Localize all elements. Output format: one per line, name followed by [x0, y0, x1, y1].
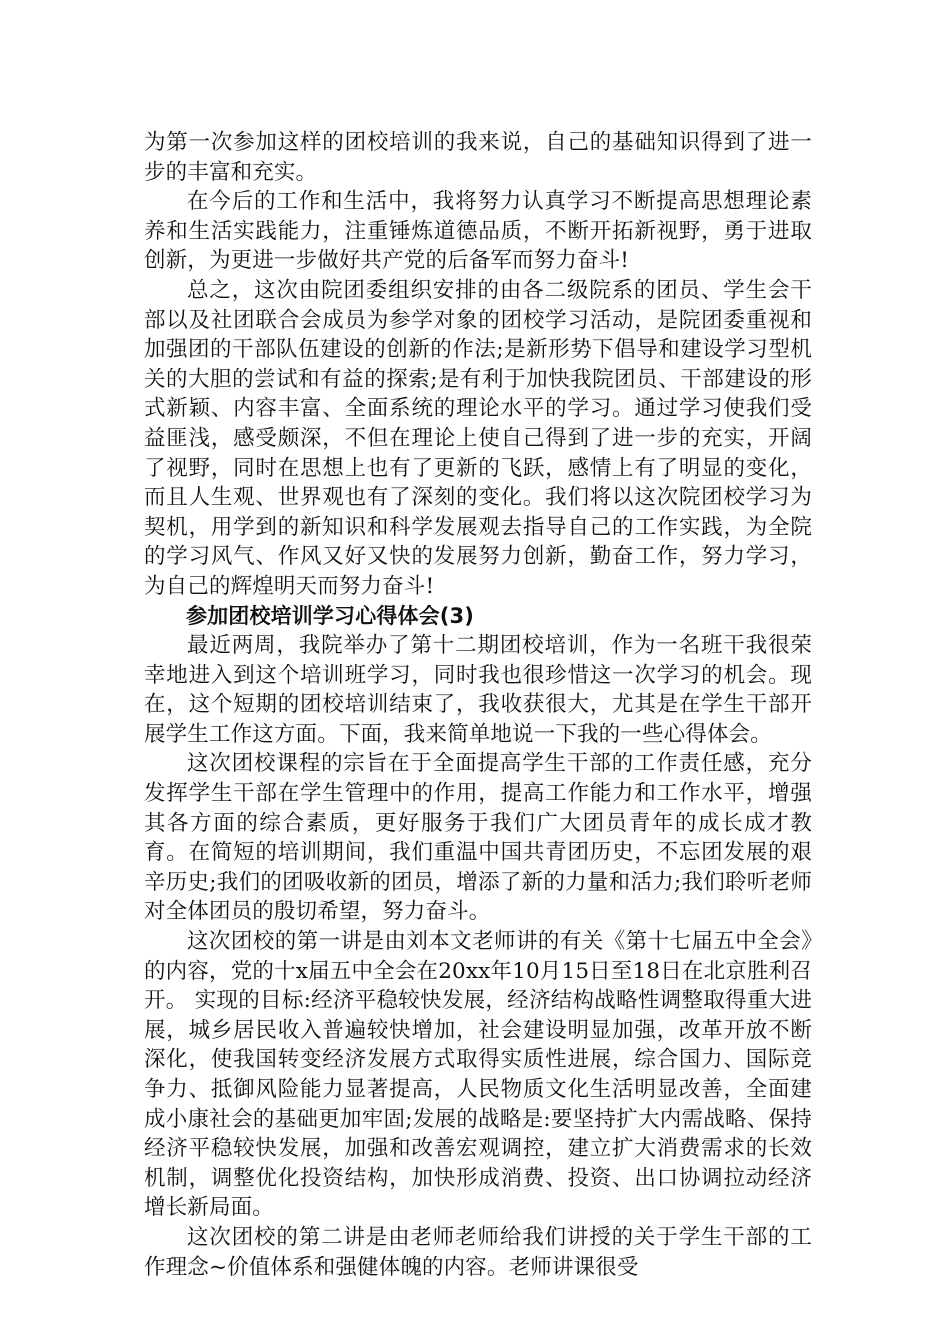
paragraph-course-purpose: 这次团校课程的宗旨在于全面提高学生干部的工作责任感，充分发挥学生干部在学生管理中的作用，提高工作能力和工作水平，增强其各方面的综合素质，更好服务于我们广大团员青年的成长成才教育。在简短的培训期间，我们重温中国共青团历史，不忘团发展的艰辛历史;我们的团吸收新的团员，增添了新的力量和活力;我们聆听老师对全体团员的殷切希望，努力奋斗。: [144, 751, 812, 925]
paragraph-continuation: 为第一次参加这样的团校培训的我来说，自己的基础知识得到了进一步的丰富和充实。: [144, 130, 812, 185]
paragraph-first-lecture: 这次团校的第一讲是由刘本文老师讲的有关《第十七届五中全会》的内容，党的十x届五中全会在20xx年10月15日至18日在北京胜利召开。 实现的目标:经济平稳较快发展，经济结构战略性调整取得重大进展，城乡居民收入普遍较快增加，社会建设明显加强，改革开放不断深化，使我国转变经济发展方式取得实质性进展，综合国力、国际竞争力、抵御风险能力显著提高，人民物质文化生活明显改善，全面建成小康社会的基础更加牢固;发展的战略是:要坚持扩大内需战略、保持经济平稳较快发展，加强和改善宏观调控，建立扩大消费需求的长效机制，调整优化投资结构，加快形成消费、投资、出口协调拉动经济增长新局面。: [144, 929, 812, 1221]
section-heading: 参加团校培训学习心得体会(3): [186, 603, 475, 628]
paragraph-intro: 最近两周，我院举办了第十二期团校培训，作为一名班干我很荣幸地进入到这个培训班学习，同时我也很珍惜这一次学习的机会。现在，这个短期的团校培训结束了，我收获很大，尤其是在学生干部开展学生工作这方面。下面，我来简单地说一下我的一些心得体会。: [144, 633, 812, 747]
paragraph-future-plans: 在今后的工作和生活中，我将努力认真学习不断提高思想理论素养和生活实践能力，注重锤炼道德品质，不断开拓新视野，勇于进取创新，为更进一步做好共产党的后备军而努力奋斗!: [144, 189, 812, 274]
document-page: [144, 128, 812, 1282]
paragraph-second-lecture: 这次团校的第二讲是由老师老师给我们讲授的关于学生干部的工作理念~价值体系和强健体魄的内容。老师讲课很受: [144, 1224, 812, 1280]
paragraph-summary: 总之，这次由院团委组织安排的由各二级院系的团员、学生会干部以及社团联合会成员为参学对象的团校学习活动，是院团委重视和加强团的干部队伍建设的创新的作法;是新形势下倡导和建设学习型机关的大胆的尝试和有益的探索;是有利于加快我院团员、干部建设的形式新颖、内容丰富、全面系统的理论水平的学习。通过学习使我们受益匪浅，感受颇深，不但在理论上使自己得到了进一步的充实，开阔了视野，同时在思想上也有了更新的飞跃，感情上有了明显的变化，而且人生观、世界观也有了深刻的变化。我们将以这次院团校学习为契机，用学到的新知识和科学发展观去指导自己的工作实践，为全院的学习风气、作风又好又快的发展努力创新，勤奋工作，努力学习，为自己的辉煌明天而努力奋斗!: [144, 277, 812, 599]
